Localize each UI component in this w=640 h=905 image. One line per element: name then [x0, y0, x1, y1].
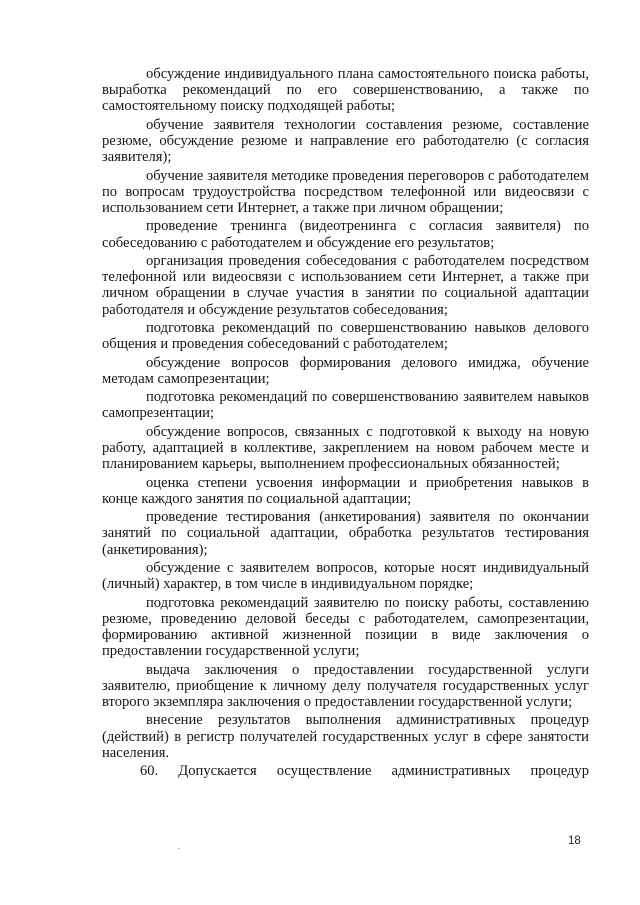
scan-speck: [178, 848, 180, 849]
paragraph: обучение заявителя технологии составления резюме, составление резюме, обсуждение резюме и направление его работодателю (с согласия заявителя);: [102, 116, 589, 166]
paragraph: внесение результатов выполнения административных процедур (действий) в регистр получателей государственных услуг в сфере занятости населения.: [102, 712, 589, 761]
numbered-paragraph: [102, 763, 589, 779]
paragraph: организация проведения собеседования с работодателем посредством телефонной или видеосвязи с использованием сети Интернет, а также при личном обращении в случае участия в занятии по социальной адаптации работодателя и обсуждение результатов собеседования;: [102, 252, 589, 318]
paragraph: оценка степени усвоения информации и приобретения навыков в конце каждого занятия по социальной адаптации;: [102, 474, 589, 507]
paragraph: подготовка рекомендаций заявителю по поиску работы, составлению резюме, проведению деловой беседы с работодателем, самопрезентации, формированию активной жизненной позиции в виде заключения о предоставлении государственной услуги;: [102, 594, 589, 660]
paragraph: обучение заявителя методике проведения переговоров с работодателем по вопросам трудоустройства посредством телефонной или видеосвязи с использованием сети Интернет, а также при личном обращении;: [102, 167, 589, 216]
paragraph: обсуждение с заявителем вопросов, которые носят индивидуальный (личный) характер, в том числе в индивидуальном порядке;: [102, 559, 589, 593]
paragraph: проведение тестирования (анкетирования) заявителя по окончании занятий по социальной адаптации, обработка результатов тестирования (анкетирования);: [102, 509, 589, 558]
body-text: [102, 66, 589, 779]
paragraph: выдача заключения о предоставлении государственной услуги заявителю, приобщение к личному делу получателя государственных услуг второго экземпляра заключения о предоставлении государственной услуги;: [102, 661, 589, 710]
paragraph: обсуждение вопросов, связанных с подготовкой к выходу на новую работу, адаптацией в коллективе, закреплением на новом рабочем месте и планированием карьеры, выполнением профессиональных обязанностей;: [102, 423, 589, 473]
paragraph: обсуждение индивидуального плана самостоятельного поиска работы, выработка рекомендаций по его совершенствованию, а также по самостоятельному поиску подходящей работы;: [102, 66, 589, 115]
page-number: 18: [568, 835, 581, 847]
paragraph-number: 60.: [140, 763, 159, 780]
paragraph-text: Допускается осуществление административных процедур: [178, 763, 589, 780]
paragraph: обсуждение вопросов формирования делового имиджа, обучение методам самопрезентации;: [102, 354, 589, 387]
paragraph: проведение тренинга (видеотренинга с согласия заявителя) по собеседованию с работодателем и обсуждение его результатов;: [102, 218, 589, 251]
paragraph: подготовка рекомендаций по совершенствованию навыков делового общения и проведения собеседований с работодателем;: [102, 319, 589, 353]
paragraph: подготовка рекомендаций по совершенствованию заявителем навыков самопрезентации;: [102, 389, 589, 422]
